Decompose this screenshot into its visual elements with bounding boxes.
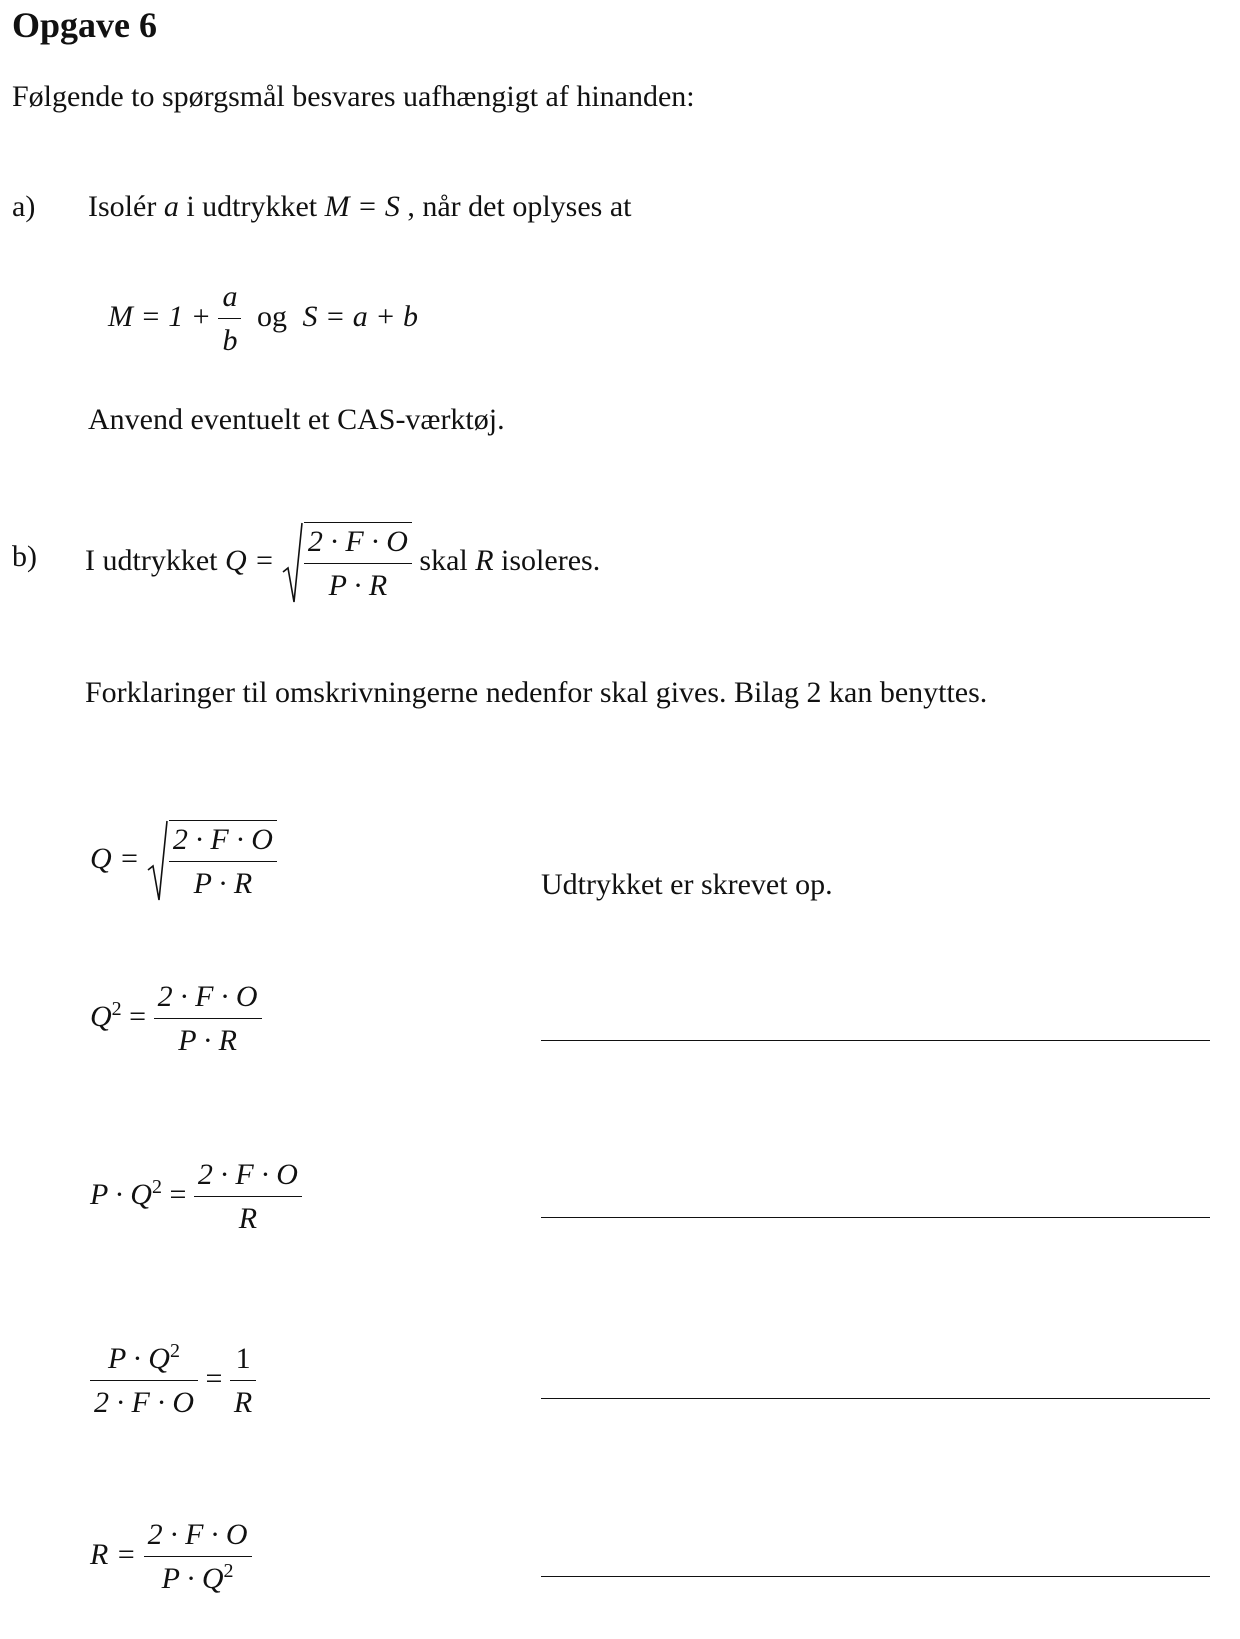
step-1-den: P · R — [193, 866, 253, 900]
step-1-equation — [90, 820, 277, 902]
part-b-label: b) — [12, 540, 37, 573]
part-a-given — [108, 280, 418, 358]
part-b-expr-lhs: Q = — [224, 543, 275, 577]
part-a-text-before: Isolér — [88, 190, 164, 223]
given-og: og — [256, 299, 287, 333]
step-3-den: R — [238, 1201, 258, 1235]
step-4-eq: = — [205, 1361, 223, 1395]
step-2-answer-line[interactable] — [541, 1040, 1210, 1041]
step-3-equation — [90, 1158, 302, 1236]
part-b-text-after-post: isoleres. — [493, 543, 601, 577]
step-1-sqrt — [147, 820, 277, 902]
step-5-fraction — [144, 1518, 252, 1596]
part-b-var-r: R — [475, 543, 494, 577]
step-1-lhs: Q = — [90, 841, 140, 875]
step-3-lhs-exp: 2 — [151, 1175, 162, 1198]
step-5-answer-line[interactable] — [541, 1576, 1210, 1577]
part-a-var-a: a — [163, 190, 179, 223]
step-2-fraction — [154, 980, 262, 1058]
sqrt-sign-icon — [147, 820, 169, 902]
part-b-question — [85, 522, 600, 604]
step-5-lhs: R = — [90, 1537, 137, 1571]
given-m-fraction — [218, 280, 241, 358]
step-3-fraction — [194, 1158, 302, 1236]
given-m-lhs: M = 1 + — [108, 299, 211, 333]
sqrt-sign-icon — [282, 522, 304, 604]
step-5-num: 2 · F · O — [144, 1518, 252, 1557]
step-3-lhs-base: P · Q — [90, 1177, 152, 1211]
step-3-num: 2 · F · O — [194, 1158, 302, 1197]
given-m-den: b — [222, 323, 238, 357]
step-4-lnum-base: P · Q — [108, 1342, 170, 1375]
step-2-lhs-exp: 2 — [111, 997, 122, 1020]
part-a-question — [88, 190, 631, 224]
step-4-right-fraction — [230, 1342, 256, 1420]
step-2-den: P · R — [178, 1023, 237, 1057]
step-2-num: 2 · F · O — [154, 980, 262, 1019]
step-4-lnum-exp: 2 — [169, 1340, 180, 1362]
step-4-left-fraction — [90, 1342, 198, 1420]
page-title: Opgave 6 — [12, 5, 158, 45]
step-2-lhs-base: Q — [90, 999, 112, 1033]
intro-text: Følgende to spørgsmål besvares uafhængigt af hinanden: — [12, 80, 695, 113]
step-2-equation — [90, 980, 262, 1058]
given-m-num: a — [218, 280, 241, 319]
part-a-note: Anvend eventuelt et CAS-værktøj. — [88, 403, 505, 436]
part-b-sqrt — [282, 522, 412, 604]
step-5-den-base: P · Q — [161, 1561, 224, 1595]
part-a-expr: M = S — [324, 190, 400, 223]
step-1-explanation: Udtrykket er skrevet op. — [541, 868, 833, 901]
part-a-text-mid: i udtrykket — [178, 190, 325, 223]
part-b-text-after-pre: skal — [419, 543, 476, 577]
part-a-label: a) — [12, 190, 36, 223]
step-1-num: 2 · F · O — [169, 823, 277, 862]
step-4-lden: 2 · F · O — [94, 1385, 194, 1419]
part-b-instruction: Forklaringer til omskrivningerne nedenfor skal gives. Bilag 2 kan benyttes. — [85, 676, 988, 709]
step-4-equation — [90, 1342, 256, 1420]
step-2-eq: = — [129, 999, 147, 1033]
part-b-expr-num: 2 · F · O — [304, 525, 412, 564]
step-4-answer-line[interactable] — [541, 1398, 1210, 1399]
step-4-den: R — [233, 1385, 253, 1419]
step-3-answer-line[interactable] — [541, 1217, 1210, 1218]
step-4-num: 1 — [230, 1342, 256, 1381]
step-5-den-exp: 2 — [223, 1559, 234, 1582]
part-b-expr-den: P · R — [328, 568, 388, 602]
part-a-text-after: , når det oplyses at — [399, 190, 632, 223]
step-5-equation — [90, 1518, 252, 1596]
step-3-eq: = — [169, 1177, 187, 1211]
part-b-text-before: I udtrykket — [85, 543, 225, 577]
given-s: S = a + b — [302, 299, 418, 333]
